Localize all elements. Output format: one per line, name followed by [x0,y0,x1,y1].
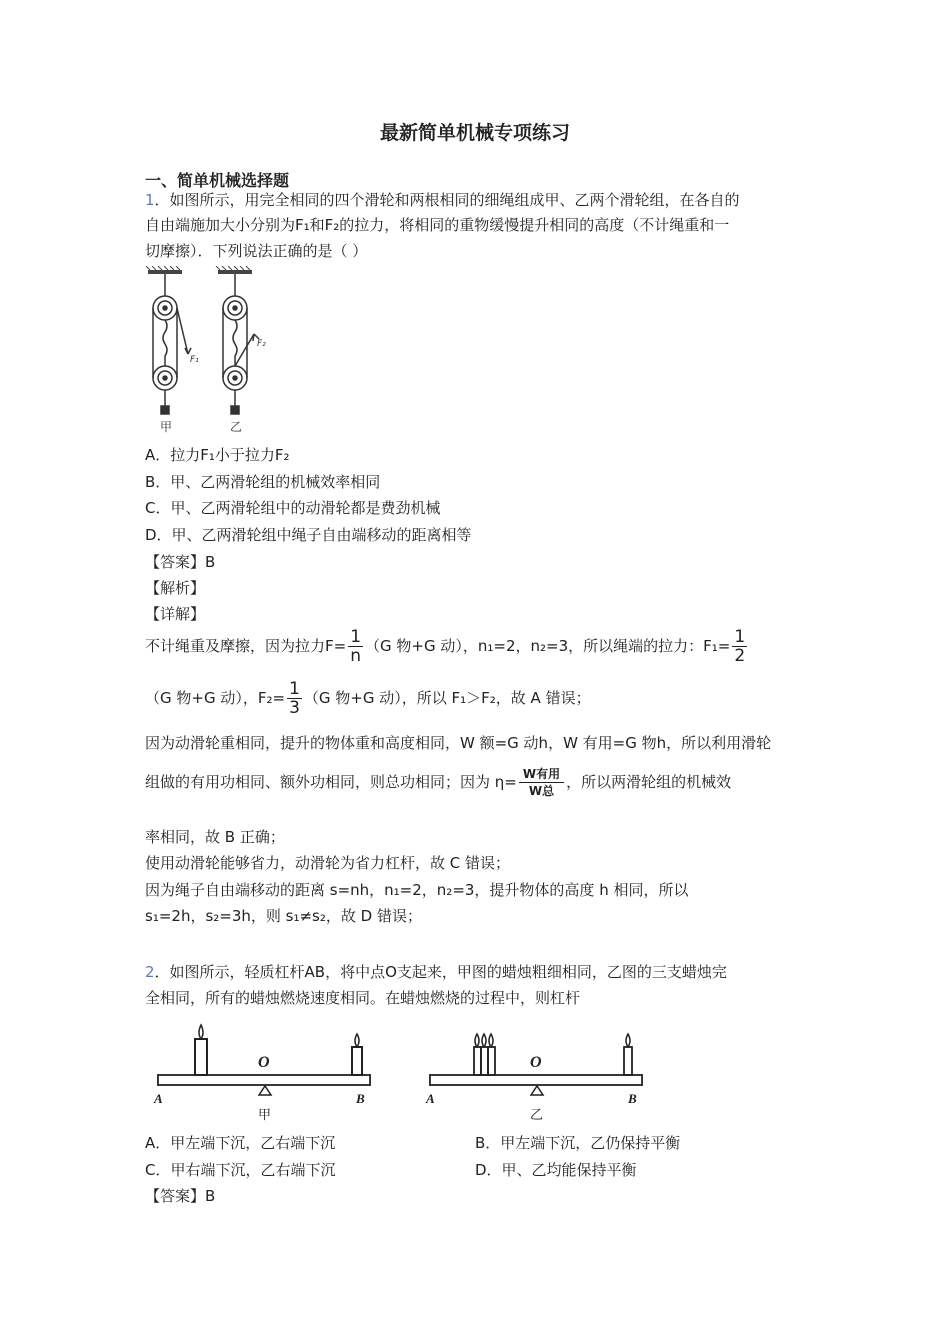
f1-label: F₁ [190,355,199,365]
q1-option-b: B．甲、乙两滑轮组的机械效率相同 [145,473,381,491]
q1-explain-2b: （G 物+G 动），所以 F₁＞F₂，故 A 错误； [303,689,591,707]
pivot-label-o: O [530,1054,542,1071]
q1-explain-3: 因为动滑轮重相同，提升的物体重和高度相同，W 额=G 动h，W 有用=G 物h，所以利用滑轮 [145,734,772,752]
flame-icon [482,1034,486,1047]
fulcrum-icon [531,1086,543,1095]
flame-icon [626,1034,630,1047]
ceiling-right [216,266,252,274]
q1-explain-1a: 不计绳重及摩擦，因为拉力F= [145,637,347,655]
q1-explain-1 [145,628,749,665]
q1-explain-2a: （G 物+G 动），F₂= [145,689,286,707]
q1-explain-5: 率相同，故 B 正确； [145,828,285,846]
candle [488,1047,495,1075]
q1-detail-heading: 【详解】 [145,605,206,623]
candle-thick [195,1039,207,1075]
q1-explain-6: 使用动滑轮能够省力，动滑轮为省力杠杆，故 C 错误； [145,854,511,872]
q1-explain-7: 因为绳子自由端移动的距离 s=nh，n₁=2，n₂=3，提升物体的高度 h 相同，所以 [145,881,689,899]
flame-icon [199,1025,203,1039]
f2-label: F₂ [257,339,266,349]
q1-line-1 [145,190,740,210]
pulley-figure [140,266,280,438]
eta-denominator: W总 [528,784,555,798]
q1-option-d: D．甲、乙两滑轮组中绳子自由端移动的距离相等 [145,526,472,544]
q1-option-c: C．甲、乙两滑轮组中的动滑轮都是费劲机械 [145,499,441,517]
fraction-1-over-3 [287,680,302,717]
q1-explain-4a: 组做的有用功相同、额外功相同，则总功相同；因为 η= [145,773,517,791]
q2-option-c: C．甲右端下沉，乙右端下沉 [145,1161,336,1179]
q1-analysis-heading: 【解析】 [145,579,206,597]
lever-bar [158,1075,370,1085]
q2-answer: 【答案】B [145,1187,216,1205]
q1-explain-2 [145,680,591,717]
frac-denominator: 2 [734,646,746,666]
candle [624,1047,632,1075]
frac-denominator: n [350,646,361,666]
q1-explain-4b: ，所以两滑轮组的机械效 [566,773,732,791]
lever-figure-right [422,1015,652,1125]
q1-number: 1 [145,191,155,209]
frac-numerator: 1 [734,627,746,647]
q1-stem-2: 自由端施加大小分别为F₁和F₂的拉力，将相同的重物缓慢提升相同的高度（不计绳重和一 [145,216,730,234]
q1-explain-8: s₁=2h，s₂=3h，则 s₁≠s₂，故 D 错误； [145,907,422,925]
end-label-b: B [628,1091,637,1106]
q2-option-b: B．甲左端下沉，乙仍保持平衡 [475,1134,681,1152]
fig-label-right: 乙 [530,1108,544,1123]
flame-icon [489,1034,493,1047]
q1-stem-3: 切摩擦）．下列说法正确的是（ ） [145,242,368,260]
page-title: 最新简单机械专项练习 [379,122,570,144]
flame-icon [475,1034,479,1047]
q1-explain-1b: （G 物+G 动），n₁=2，n₂=3，所以绳端的拉力：F₁= [365,637,731,655]
end-label-a: A [154,1091,163,1106]
fig-label-left: 甲 [258,1108,272,1123]
ceiling-left [146,266,182,274]
q2-option-d: D．甲、乙均能保持平衡 [475,1161,637,1179]
frac-denominator: 3 [289,698,300,718]
fraction-1-over-n [348,628,363,665]
pulley-system-left [153,274,188,414]
pivot-label-o: O [258,1054,270,1071]
q1-answer: 【答案】B [145,553,216,571]
frac-numerator: 1 [350,627,362,647]
lever-bar [430,1075,642,1085]
q1-stem-1: ．如图所示，用完全相同的四个滑轮和两根相同的细绳组成甲、乙两个滑轮组，在各自的 [154,191,740,209]
candle-thin [352,1047,362,1075]
end-label-b: B [356,1091,365,1106]
q2-stem-1: ．如图所示，轻质杠杆AB，将中点O支起来，甲图的蜡烛粗细相同，乙图的三支蜡烛完 [154,963,727,981]
candle [474,1047,481,1075]
lever-figure-left [150,1015,380,1125]
q1-option-a: A．拉力F₁小于拉力F₂ [145,446,290,464]
fulcrum-icon [259,1086,271,1095]
pulley-system-right [223,274,254,414]
q2-number: 2 [145,963,155,981]
q2-stem-2: 全相同，所有的蜡烛燃烧速度相同。在蜡烛燃烧的过程中，则杠杆 [145,989,581,1007]
candle [481,1047,488,1075]
q2-option-a: A．甲左端下沉，乙右端下沉 [145,1134,336,1152]
end-label-a: A [426,1091,435,1106]
section-heading: 一、简单机械选择题 [145,171,290,190]
q1-explain-4 [145,766,731,799]
fig-label-right: 乙 [230,420,243,434]
fig-label-left: 甲 [160,420,173,434]
fraction-1-over-2 [732,628,747,665]
frac-numerator: 1 [289,679,300,699]
flame-icon [355,1034,359,1047]
q2-line-1 [145,962,727,982]
efficiency-fraction [519,766,564,799]
eta-numerator: W有用 [519,766,564,783]
